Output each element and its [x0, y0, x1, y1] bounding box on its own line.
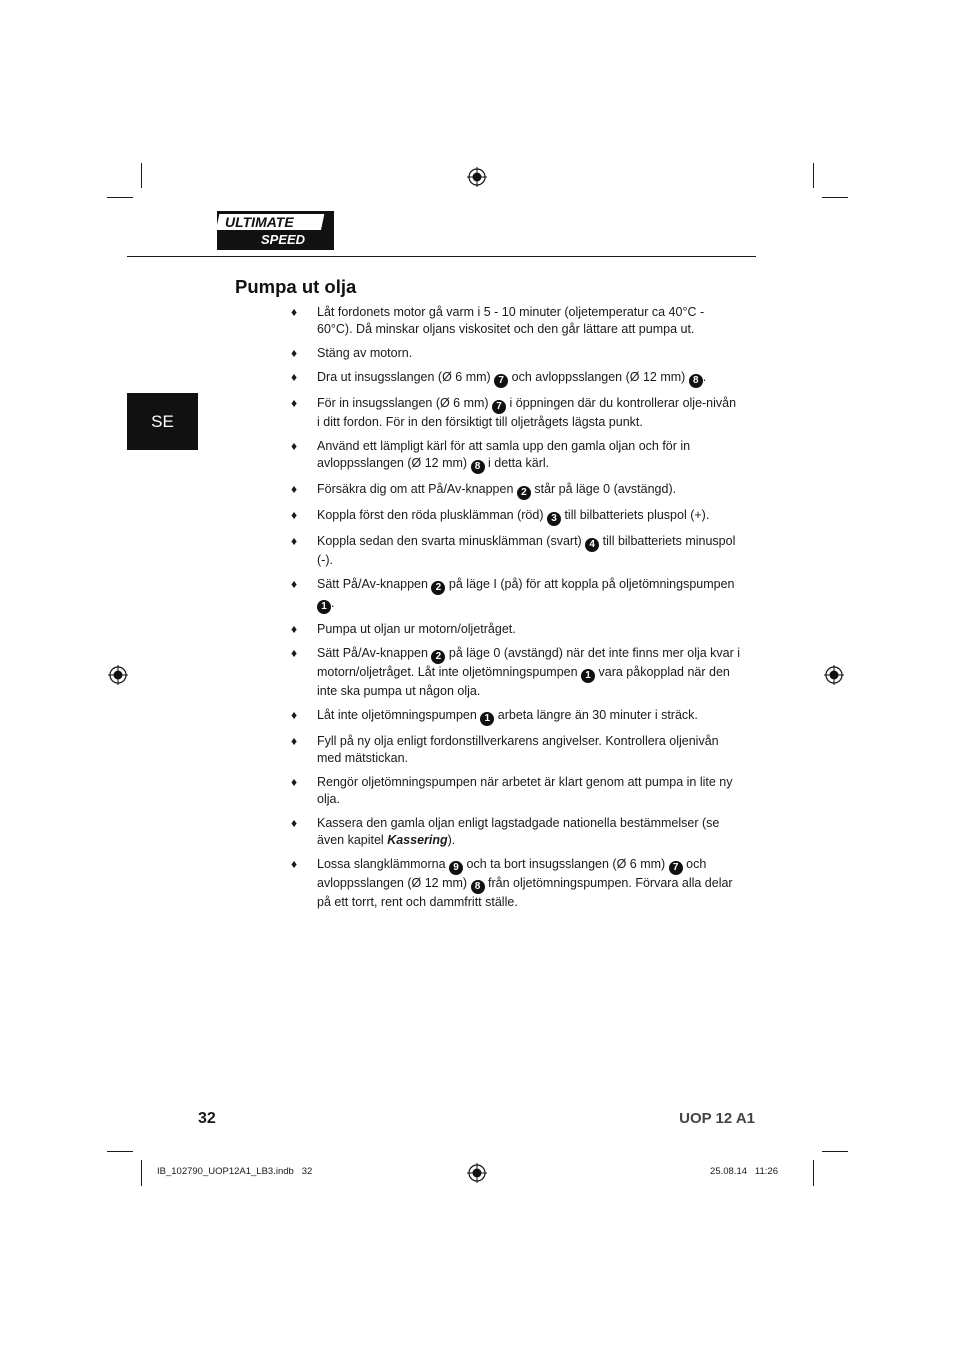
part-number-badge: 1	[317, 600, 331, 614]
list-item-text: från oljetömningspumpen. Förvara alla delar på ett torrt, rent och dammfritt ställe.	[317, 876, 733, 909]
list-item-text: Lossa slangklämmorna	[317, 857, 450, 871]
part-number-badge: 7	[494, 374, 508, 388]
diamond-bullet-icon: ♦	[291, 396, 298, 410]
svg-text:ULTIMATE: ULTIMATE	[225, 214, 294, 230]
part-number-badge: 2	[517, 486, 531, 500]
list-item-text: Rengör oljetömningspumpen när arbetet är klart genom att pumpa in lite ny olja.	[317, 775, 733, 806]
list-item	[291, 576, 741, 614]
list-item-text: Använd ett lämpligt kärl för att samla upp den gamla oljan och för in avloppsslangen (Ø 12 mm)	[317, 439, 691, 470]
list-item	[291, 621, 741, 638]
list-item	[291, 345, 741, 362]
part-number-badge: 3	[547, 512, 561, 526]
registration-mark-icon	[467, 1163, 487, 1183]
list-item	[291, 304, 741, 338]
diamond-bullet-icon: ♦	[291, 346, 298, 360]
list-item-text: och avloppsslangen (Ø 12 mm)	[317, 857, 707, 890]
crop-mark	[107, 197, 133, 198]
svg-text:SPEED: SPEED	[261, 232, 306, 247]
part-number-badge: 9	[449, 861, 463, 875]
list-item-text: Koppla sedan den svarta minusklämman (svart)	[317, 534, 586, 548]
crop-mark	[141, 163, 142, 188]
crop-mark	[822, 197, 848, 198]
list-item-text: och avloppsslangen (Ø 12 mm)	[508, 370, 689, 384]
instruction-list	[291, 304, 741, 918]
language-tab: SE	[127, 393, 198, 450]
brand-logo	[217, 211, 334, 250]
list-item-text: .	[331, 596, 335, 610]
print-file-info: IB_102790_UOP12A1_LB3.indb 32	[157, 1166, 313, 1177]
list-item-text: Fyll på ny olja enligt fordonstillverkarens angivelser. Kontrollera oljenivån med mätstickan.	[317, 734, 719, 765]
list-item-text: Sätt På/Av-knappen	[317, 646, 432, 660]
list-item	[291, 369, 741, 388]
list-item	[291, 481, 741, 500]
list-item-text: Koppla först den röda plusklämman (röd)	[317, 508, 547, 522]
diamond-bullet-icon: ♦	[291, 775, 298, 789]
list-item-text: står på läge 0 (avstängd).	[530, 482, 677, 496]
list-item-text: till bilbatteriets minuspol (-).	[317, 534, 736, 567]
diamond-bullet-icon: ♦	[291, 534, 298, 548]
part-number-badge: 7	[669, 861, 683, 875]
model-name: UOP 12 A1	[679, 1110, 755, 1127]
page-title: Pumpa ut olja	[235, 276, 357, 297]
part-number-badge: 1	[480, 712, 494, 726]
diamond-bullet-icon: ♦	[291, 577, 298, 591]
list-item-text: Dra ut insugsslangen (Ø 6 mm)	[317, 370, 495, 384]
part-number-badge: 1	[581, 669, 595, 683]
list-item-text: .	[702, 370, 707, 384]
diamond-bullet-icon: ♦	[291, 305, 298, 319]
list-item-text: För in insugsslangen (Ø 6 mm)	[317, 396, 493, 410]
list-item-text: Försäkra dig om att På/Av-knappen	[317, 482, 517, 496]
diamond-bullet-icon: ♦	[291, 646, 298, 660]
page-number: 32	[198, 1110, 216, 1127]
header-rule	[127, 256, 756, 257]
list-item-text: Låt fordonets motor gå varm i 5 - 10 minuter (oljetemperatur ca 40°C - 60°C). Då minskar oljans viskositet och den går lättare att pumpa ut.	[317, 305, 705, 336]
list-item-text: till bilbatteriets pluspol (+).	[560, 508, 710, 522]
list-item-text: arbeta längre än 30 minuter i sträck.	[494, 708, 698, 722]
diamond-bullet-icon: ♦	[291, 857, 298, 871]
list-item-text: ).	[447, 833, 456, 847]
diamond-bullet-icon: ♦	[291, 439, 298, 453]
list-item-text: vara påkopplad när den inte ska pumpa ut någon olja.	[317, 665, 730, 698]
list-item	[291, 438, 741, 474]
registration-mark-icon	[108, 665, 128, 685]
crop-mark	[813, 163, 814, 188]
diamond-bullet-icon: ♦	[291, 708, 298, 722]
part-number-badge: 8	[689, 374, 703, 388]
diamond-bullet-icon: ♦	[291, 622, 298, 636]
diamond-bullet-icon: ♦	[291, 816, 298, 830]
list-item	[291, 533, 741, 569]
chapter-reference: Kassering	[387, 833, 448, 847]
crop-mark	[813, 1160, 814, 1186]
part-number-badge: 8	[471, 460, 485, 474]
print-datetime: 25.08.14 11:26	[710, 1166, 778, 1177]
crop-mark	[141, 1160, 142, 1186]
diamond-bullet-icon: ♦	[291, 370, 298, 384]
diamond-bullet-icon: ♦	[291, 734, 298, 748]
list-item-text: Kassera den gamla oljan enligt lagstadgade nationella bestämmelser (se även kapitel	[317, 816, 720, 847]
list-item	[291, 395, 741, 431]
list-item	[291, 856, 741, 911]
list-item	[291, 507, 741, 526]
diamond-bullet-icon: ♦	[291, 508, 298, 522]
part-number-badge: 4	[585, 538, 599, 552]
list-item-text: i öppningen där du kontrollerar olje-nivån i ditt fordon. För in den försiktigt till oljetrågets lägsta punkt.	[317, 396, 737, 429]
registration-mark-icon	[467, 167, 487, 187]
part-number-badge: 7	[492, 400, 506, 414]
list-item	[291, 707, 741, 726]
crop-mark	[107, 1151, 133, 1152]
list-item-text: Pumpa ut oljan ur motorn/oljetråget.	[317, 622, 516, 636]
list-item-text: Låt inte oljetömningspumpen	[317, 708, 481, 722]
crop-mark	[822, 1151, 848, 1152]
registration-mark-icon	[824, 665, 844, 685]
list-item	[291, 733, 741, 767]
part-number-badge: 2	[431, 581, 445, 595]
part-number-badge: 8	[471, 880, 485, 894]
list-item	[291, 774, 741, 808]
list-item-text: på läge I (på) för att koppla på oljetömningspumpen	[445, 577, 735, 591]
part-number-badge: 2	[431, 650, 445, 664]
list-item-text: Stäng av motorn.	[317, 346, 413, 360]
list-item	[291, 815, 741, 849]
list-item	[291, 645, 741, 700]
list-item-text: och ta bort insugsslangen (Ø 6 mm)	[463, 857, 669, 871]
list-item-text: Sätt På/Av-knappen	[317, 577, 432, 591]
list-item-text: på läge 0 (avstängd) när det inte finns mer olja kvar i motorn/oljetråget. Låt inte oljetömningspumpen	[317, 646, 741, 679]
diamond-bullet-icon: ♦	[291, 482, 298, 496]
list-item-text: i detta kärl.	[484, 456, 550, 470]
